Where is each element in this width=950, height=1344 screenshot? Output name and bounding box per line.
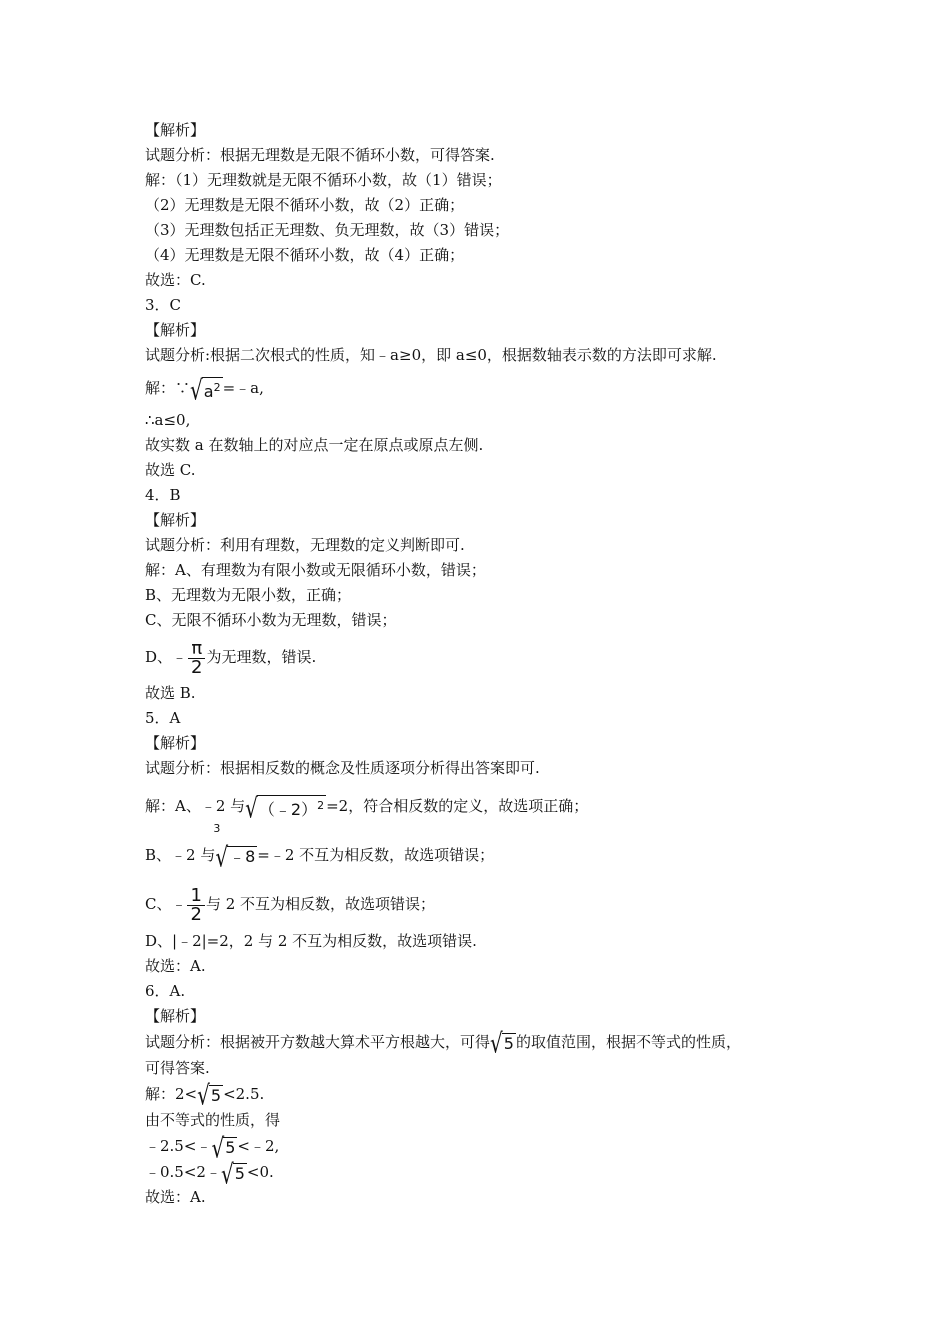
sqrt-expression: $√a^2$ <box>190 373 221 406</box>
cube-root-expression: 3 √﹣8 <box>213 822 256 873</box>
answer-line: 故选 C. <box>145 461 196 479</box>
solution-line: C、无限不循环小数为无理数，错误； <box>145 611 397 629</box>
fraction: $\frac{1}{2}$ <box>187 887 204 924</box>
solution-line: B、无理数为无限小数，正确； <box>145 586 352 604</box>
answer-line: 故选：C. <box>145 271 206 289</box>
solution-line: 解：（1）无理数就是无限不循环小数，故（1）错误； <box>145 171 502 189</box>
solution-line: 由不等式的性质，得 <box>145 1111 281 1129</box>
analysis-header: 【解析】 <box>145 121 206 139</box>
solution-line: ∴a≤0, <box>145 411 191 429</box>
analysis-text: 可得答案. <box>145 1059 210 1077</box>
solution-line: D、|﹣2|=2，2 与 2 不互为相反数，故选项错误. <box>145 932 477 950</box>
solution-line: （3）无理数包括正无理数、负无理数，故（3）错误； <box>145 221 510 239</box>
q5-option-c: C、﹣ $\frac{1}{2}$ 与 2 不互为相反数，故选项错误； <box>145 884 436 925</box>
q5-option-a: 解：A、﹣2 与√（﹣2）$^2$ =2，符合相反数的定义，故选项正确； <box>145 781 825 831</box>
analysis-header: 【解析】 <box>145 734 206 752</box>
answer-line: 故选：A. <box>145 957 206 975</box>
fraction: $\frac{\pi}{2}$ <box>188 640 205 677</box>
solution-line: 故实数 a 在数轴上的对应点一定在原点或原点左侧. <box>145 436 484 454</box>
document-page <box>145 118 825 1210</box>
sqrt-expression: √5 <box>197 1078 222 1112</box>
analysis-header: 【解析】 <box>145 1007 206 1025</box>
q3-solution-formula: 解：$\because√a^2$ =﹣a, <box>145 368 825 408</box>
sqrt-expression: √5 <box>220 1157 245 1190</box>
solution-line: 解：A、有理数为有限小数或无限循环小数，错误； <box>145 561 486 579</box>
analysis-header: 【解析】 <box>145 321 206 339</box>
sqrt-expression: √5 <box>211 1131 236 1164</box>
analysis-text: 试题分析：利用有理数，无理数的定义判断即可. <box>145 536 465 554</box>
sqrt-expression: √5 <box>490 1026 514 1060</box>
answer-line: 故选：A. <box>145 1188 206 1206</box>
q5-option-b: B、﹣2 与 3 √﹣8 =﹣2 不互为相反数，故选项错误； <box>145 831 825 879</box>
question-number: 6．A. <box>145 982 186 1000</box>
solution-line: （2）无理数是无限不循环小数，故（2）正确； <box>145 196 465 214</box>
analysis-text: 试题分析：根据被开方数越大算术平方根越大，可得√5 的取值范围，根据不等式的性质， <box>145 1026 741 1060</box>
analysis-header: 【解析】 <box>145 511 206 529</box>
solution-line: ﹣0.5<2﹣√5 <0. <box>145 1157 274 1190</box>
answer-line: 故选 B. <box>145 684 196 702</box>
sqrt-expression: √（﹣2）$^2$ <box>245 791 325 824</box>
solution-line: ﹣2.5<﹣√5 <﹣2, <box>145 1131 280 1164</box>
solution-line: （4）无理数是无限不循环小数，故（4）正确； <box>145 246 465 264</box>
q4-option-d: D、﹣ $\frac{\pi}{2}$ 为无理数，错误. <box>145 637 317 678</box>
question-number: 4．B <box>145 486 181 504</box>
analysis-text: 试题分析:根据二次根式的性质，知﹣a≥0，即 a≤0，根据数轴表示数的方法即可求解. <box>145 346 717 364</box>
analysis-text: 试题分析：根据无理数是无限不循环小数，可得答案. <box>145 146 495 164</box>
question-number: 3．C <box>145 296 182 314</box>
analysis-text: 试题分析：根据相反数的概念及性质逐项分析得出答案即可. <box>145 759 540 777</box>
solution-line: 解：2<√5 <2.5. <box>145 1078 265 1112</box>
question-number: 5．A <box>145 709 181 727</box>
